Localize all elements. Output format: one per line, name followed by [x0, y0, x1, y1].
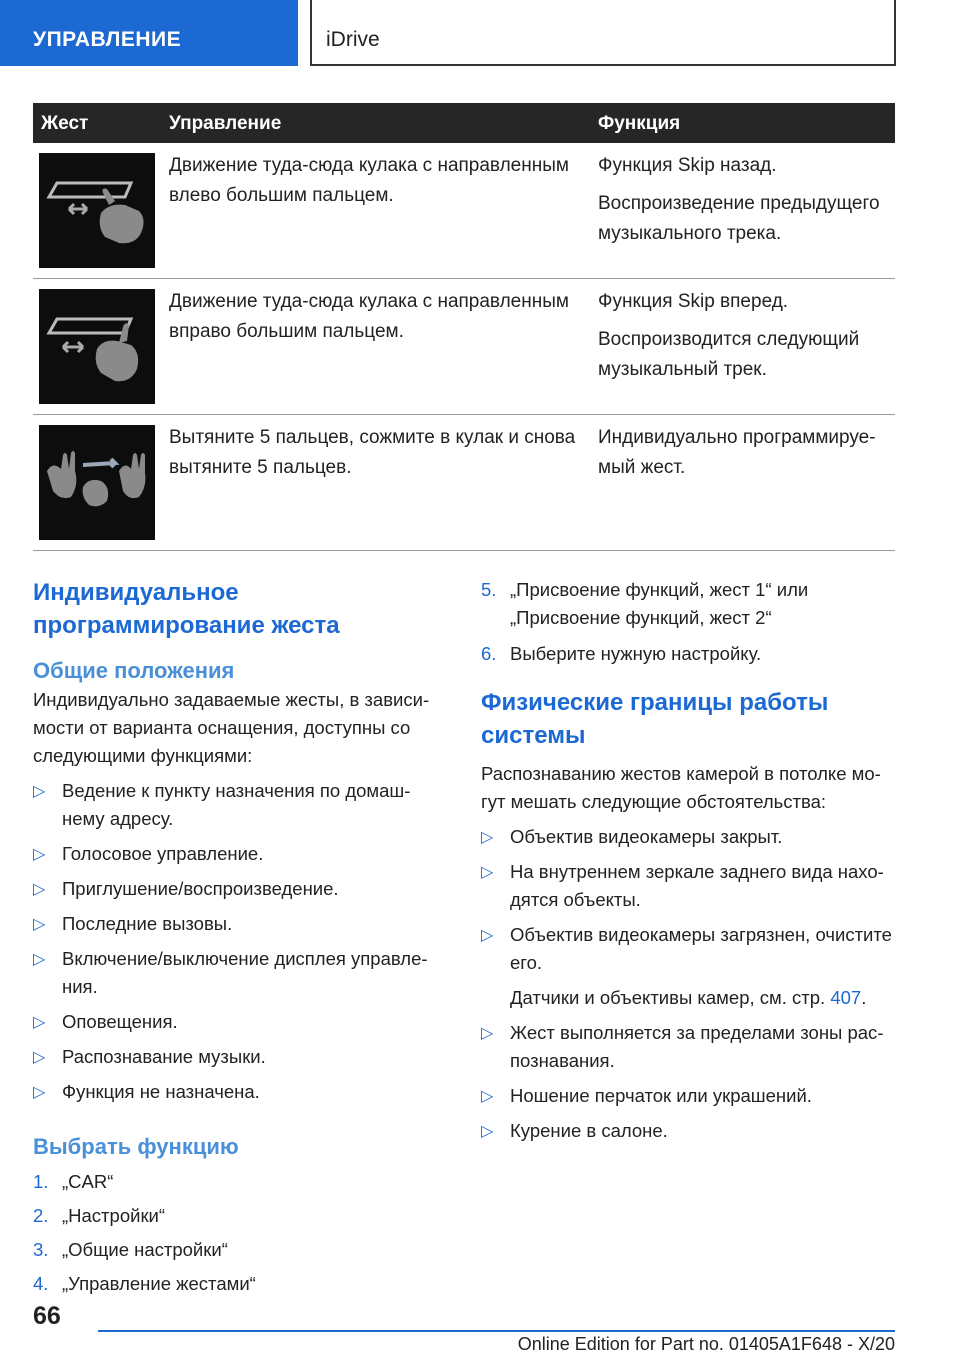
- steps-list-continued: [481, 576, 895, 668]
- footer-edition: Online Edition for Part no. 01405A1F648 - X/20: [517, 1334, 895, 1354]
- list-item: [481, 1117, 895, 1145]
- list-item-text: Распознавание музыки.: [62, 1046, 266, 1067]
- col-header-control: Управление: [169, 113, 282, 134]
- list-item-text: Объектив видеокамеры закрыт.: [510, 826, 783, 847]
- steps-list: [33, 1168, 445, 1298]
- step-number: 5.: [481, 579, 497, 600]
- step-number: 6.: [481, 643, 497, 664]
- list-item-text: Голосовое управление.: [62, 843, 264, 864]
- list-item: [481, 1082, 895, 1110]
- list-item: [481, 921, 895, 977]
- right-column: [481, 576, 895, 1145]
- list-item-text: На внутреннем зеркале заднего вида находятся объекты.: [510, 861, 884, 910]
- step-number: 2.: [33, 1205, 49, 1226]
- triangle-bullet-icon: ▷: [33, 783, 46, 800]
- sensor-note: [481, 984, 895, 1012]
- triangle-bullet-icon: ▷: [33, 881, 46, 898]
- step-number: 1.: [33, 1171, 49, 1192]
- list-item: [481, 1019, 895, 1075]
- list-item: [33, 1008, 445, 1036]
- triangle-bullet-icon: ▷: [33, 1084, 46, 1101]
- step-text: „Общие настройки“: [62, 1239, 228, 1260]
- triangle-bullet-icon: ▷: [481, 829, 494, 846]
- col-header-gesture: Жест: [41, 113, 89, 134]
- step-item: [33, 1168, 445, 1196]
- general-list: [33, 777, 445, 1106]
- footer-divider: [98, 1330, 895, 1332]
- section-title: УПРАВЛЕНИЕ: [33, 28, 182, 51]
- list-item: [33, 840, 445, 868]
- list-item: [33, 875, 445, 903]
- step-number: 3.: [33, 1239, 49, 1260]
- list-item-text: Приглушение/воспроизведение.: [62, 878, 339, 899]
- page-number: 66: [33, 1302, 61, 1330]
- gesture-swipe-right-icon: [39, 289, 155, 404]
- list-item-text: Включение/выключение дисплея управления.: [62, 948, 428, 997]
- function-text: Функция Skip назад.: [598, 155, 777, 176]
- function-cell: [598, 151, 898, 249]
- step-text: „CAR“: [62, 1171, 114, 1192]
- function-text: Функция Skip вперед.: [598, 291, 789, 312]
- section-heading-programming: Индивидуальное программирование жеста: [33, 579, 340, 639]
- gesture-table: [33, 103, 895, 551]
- limits-list: [481, 823, 895, 1145]
- table-row: [33, 415, 895, 551]
- list-item: [33, 1043, 445, 1071]
- section-tab: [0, 0, 298, 66]
- step-text: „Управление жестами“: [62, 1273, 256, 1294]
- function-text: Индивидуально программируемый жест.: [598, 427, 876, 478]
- step-text: „Присвоение функций, жест 1“ или „Присвоение функций, жест 2“: [510, 579, 809, 628]
- list-item-text: Курение в салоне.: [510, 1120, 668, 1141]
- step-item: [481, 640, 895, 668]
- list-item-text: Ношение перчаток или украшений.: [510, 1085, 812, 1106]
- function-description: Воспроизведение предыдущего музыкального трека.: [598, 193, 880, 244]
- list-item-text: Оповещения.: [62, 1011, 178, 1032]
- list-item-text: Объектив видеокамеры загрязнен, очистите его.: [510, 924, 892, 973]
- step-text: „Настройки“: [62, 1205, 166, 1226]
- list-item: [33, 910, 445, 938]
- triangle-bullet-icon: ▷: [33, 916, 46, 933]
- function-description: Воспроизводится следующий музыкальный трек.: [598, 329, 860, 380]
- triangle-bullet-icon: ▷: [481, 1123, 494, 1140]
- triangle-bullet-icon: ▷: [33, 846, 46, 863]
- step-number: 4.: [33, 1273, 49, 1294]
- limits-text: Распознаванию жестов камерой в потолке могут мешать следующие обстоятельства:: [481, 763, 881, 812]
- control-text: Движение туда-сюда кулака с направленным влево большим пальцем.: [169, 155, 569, 206]
- step-item: [33, 1236, 445, 1264]
- triangle-bullet-icon: ▷: [33, 1014, 46, 1031]
- chapter-tab: [310, 0, 896, 66]
- gesture-fist-open-icon: [39, 425, 155, 540]
- list-item-text: Функция не назначена.: [62, 1081, 260, 1102]
- table-header: [33, 103, 895, 143]
- sensor-note-dot: .: [861, 987, 867, 1008]
- col-header-function: Функция: [598, 113, 681, 134]
- subheading-general: Общие положения: [33, 658, 235, 683]
- list-item-text: Ведение к пункту назначения по домашнему адресу.: [62, 780, 411, 829]
- control-text: Движение туда-сюда кулака с направленным вправо большим пальцем.: [169, 291, 569, 342]
- triangle-bullet-icon: ▷: [481, 1025, 494, 1042]
- subheading-select-function: Выбрать функцию: [33, 1134, 239, 1159]
- list-item-text: Жест выполняется за пределами зоны распознавания.: [510, 1022, 884, 1071]
- table-row: [33, 143, 895, 279]
- list-item-text: Последние вызовы.: [62, 913, 233, 934]
- triangle-bullet-icon: ▷: [33, 1049, 46, 1066]
- function-cell: [598, 287, 898, 385]
- triangle-bullet-icon: ▷: [481, 864, 494, 881]
- step-item: [481, 576, 895, 632]
- triangle-bullet-icon: ▷: [33, 951, 46, 968]
- left-column: [33, 576, 445, 1298]
- list-item: [33, 945, 445, 1001]
- general-text: Индивидуально задаваемые жесты, в зависимости от варианта оснащения, доступны со следующими функциями:: [33, 689, 430, 766]
- list-item: [481, 858, 895, 914]
- chapter-title: iDrive: [326, 28, 380, 51]
- step-item: [33, 1270, 445, 1298]
- table-row: [33, 279, 895, 415]
- section-heading-limits: Физические границы работы системы: [481, 689, 829, 749]
- triangle-bullet-icon: ▷: [481, 927, 494, 944]
- step-item: [33, 1202, 445, 1230]
- list-item: [481, 823, 895, 851]
- gesture-swipe-left-icon: [39, 153, 155, 268]
- step-text: Выберите нужную настройку.: [510, 643, 762, 664]
- sensor-note-text: Датчики и объективы камер, см. стр.: [510, 987, 826, 1008]
- page-link[interactable]: 407: [830, 987, 862, 1008]
- list-item: [33, 777, 445, 833]
- function-cell: [598, 423, 898, 483]
- control-text: Вытяните 5 пальцев, сожмите в кулак и снова вытяните 5 пальцев.: [169, 427, 576, 478]
- list-item: [33, 1078, 445, 1106]
- triangle-bullet-icon: ▷: [481, 1088, 494, 1105]
